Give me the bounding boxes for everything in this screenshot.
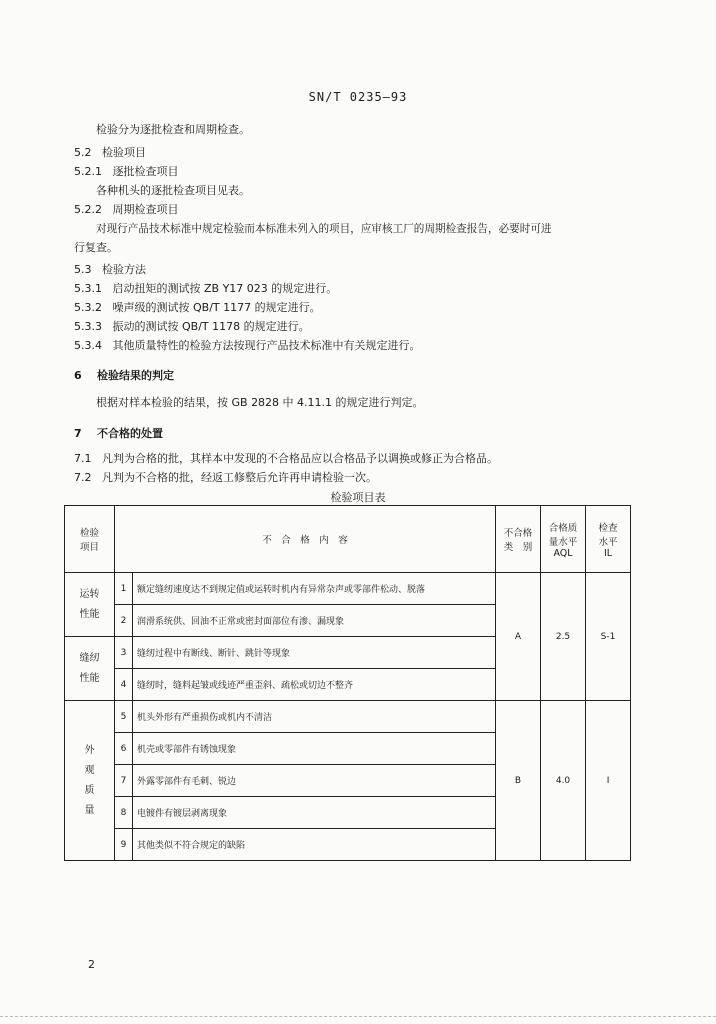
row-content: 润滑系统供、回油不正常或密封面部位有渗、漏现象 [133, 605, 496, 637]
group-operation: 运转 性能 [65, 573, 115, 637]
row-content: 缝纫过程中有断线、断针、跳针等现象 [133, 637, 496, 669]
row-number: 2 [115, 605, 133, 637]
section-7-2 [74, 471, 377, 485]
section-number: 5.2.1 [74, 165, 102, 178]
section-5-2 [74, 146, 146, 160]
row-content: 电镀件有镀层剥离现象 [133, 797, 496, 829]
page-number: 2 [88, 958, 95, 971]
row-content: 其他类似不符合规定的缺陷 [133, 829, 496, 861]
header-aql: 合格质 量水平 AQL [541, 506, 586, 573]
section-number: 5.2.2 [74, 203, 102, 216]
section-title: 不合格的处置 [96, 427, 163, 440]
section-7 [74, 427, 163, 441]
section-5-3 [74, 263, 146, 277]
table-row [65, 573, 631, 605]
section-5-2-1-text: 各种机头的逐批检查项目见表。 [96, 184, 250, 197]
section-5-2-1 [74, 165, 179, 179]
section-5-3-1 [74, 282, 337, 296]
intro-text: 检验分为逐批检查和周期检查。 [96, 123, 250, 136]
inspection-items-table [64, 505, 631, 861]
section-number: 7.1 [74, 452, 92, 465]
section-text: 启动扭矩的测试按 ZB Y17 023 的规定进行。 [112, 282, 338, 295]
class-b-category: B [496, 701, 541, 861]
class-a-category: A [496, 573, 541, 701]
section-6-text: 根据对样本检验的结果，按 GB 2828 中 4.11.1 的规定进行判定。 [96, 396, 424, 409]
row-number: 8 [115, 797, 133, 829]
scan-edge-divider [0, 1016, 716, 1017]
section-number: 5.3.2 [74, 301, 102, 314]
section-title: 逐批检查项目 [112, 165, 179, 178]
row-content: 机头外形有严重损伤或机内不清洁 [133, 701, 496, 733]
table-header-row [65, 506, 631, 573]
row-number: 7 [115, 765, 133, 797]
section-5-2-2-text: 对现行产品技术标准中规定检验而本标准未列入的项目，应审核工厂的周期检查报告，必要时可进 [96, 223, 552, 235]
header-il: 检查 水平 IL [586, 506, 631, 573]
section-5-3-2 [74, 301, 321, 315]
section-text: 振动的测试按 QB/T 1178 的规定进行。 [112, 320, 310, 333]
section-title: 周期检查项目 [112, 203, 179, 216]
class-a-il: S-1 [586, 573, 631, 701]
section-text: 其他质量特性的检验方法按现行产品技术标准中有关规定进行。 [112, 339, 421, 352]
header-content: 不 合 格 内 容 [115, 506, 496, 573]
section-title: 检验结果的判定 [96, 369, 174, 382]
row-content: 机壳或零部件有锈蚀现象 [133, 733, 496, 765]
section-5-2-2 [74, 203, 179, 217]
header-item: 检验 项目 [65, 506, 115, 573]
section-5-3-3 [74, 320, 310, 334]
standard-code-header: SN/T 0235—93 [308, 90, 408, 104]
class-b-aql: 4.0 [541, 701, 586, 861]
row-number: 5 [115, 701, 133, 733]
header-category: 不合格 类 别 [496, 506, 541, 573]
section-number: 7 [74, 427, 82, 440]
section-text: 凡判为不合格的批，经返工修整后允许再申请检验一次。 [102, 471, 377, 484]
row-number: 6 [115, 733, 133, 765]
section-text: 凡判为合格的批，其样本中发现的不合格品应以合格品予以调换或修正为合格品。 [102, 452, 498, 465]
section-5-3-4 [74, 339, 421, 353]
table-row [65, 701, 631, 733]
section-number: 5.3.4 [74, 339, 102, 352]
section-number: 5.3.3 [74, 320, 102, 333]
row-content: 外露零部件有毛刺、锐边 [133, 765, 496, 797]
section-text: 噪声级的测试按 QB/T 1177 的规定进行。 [112, 301, 321, 314]
section-number: 7.2 [74, 471, 92, 484]
section-number: 5.2 [74, 146, 92, 159]
group-sewing: 缝纫 性能 [65, 637, 115, 701]
section-number: 5.3 [74, 263, 92, 276]
table-caption: 检验项目表 [330, 491, 386, 504]
section-title: 检验方法 [102, 263, 146, 276]
row-number: 4 [115, 669, 133, 701]
section-6 [74, 369, 174, 383]
section-number: 6 [74, 369, 82, 382]
row-content: 缝纫时，缝料起皱或线迹严重歪斜、疏松或切边不整齐 [133, 669, 496, 701]
class-b-il: I [586, 701, 631, 861]
section-5-2-2-text-cont: 行复查。 [74, 241, 118, 254]
class-a-aql: 2.5 [541, 573, 586, 701]
section-number: 5.3.1 [74, 282, 102, 295]
section-7-1 [74, 452, 498, 466]
row-number: 9 [115, 829, 133, 861]
group-appearance: 外 观 质 量 [65, 701, 115, 861]
row-number: 3 [115, 637, 133, 669]
row-content: 额定缝纫速度达不到规定值或运转时机内有异常杂声或零部件松动、脱落 [133, 573, 496, 605]
section-title: 检验项目 [102, 146, 146, 159]
row-number: 1 [115, 573, 133, 605]
